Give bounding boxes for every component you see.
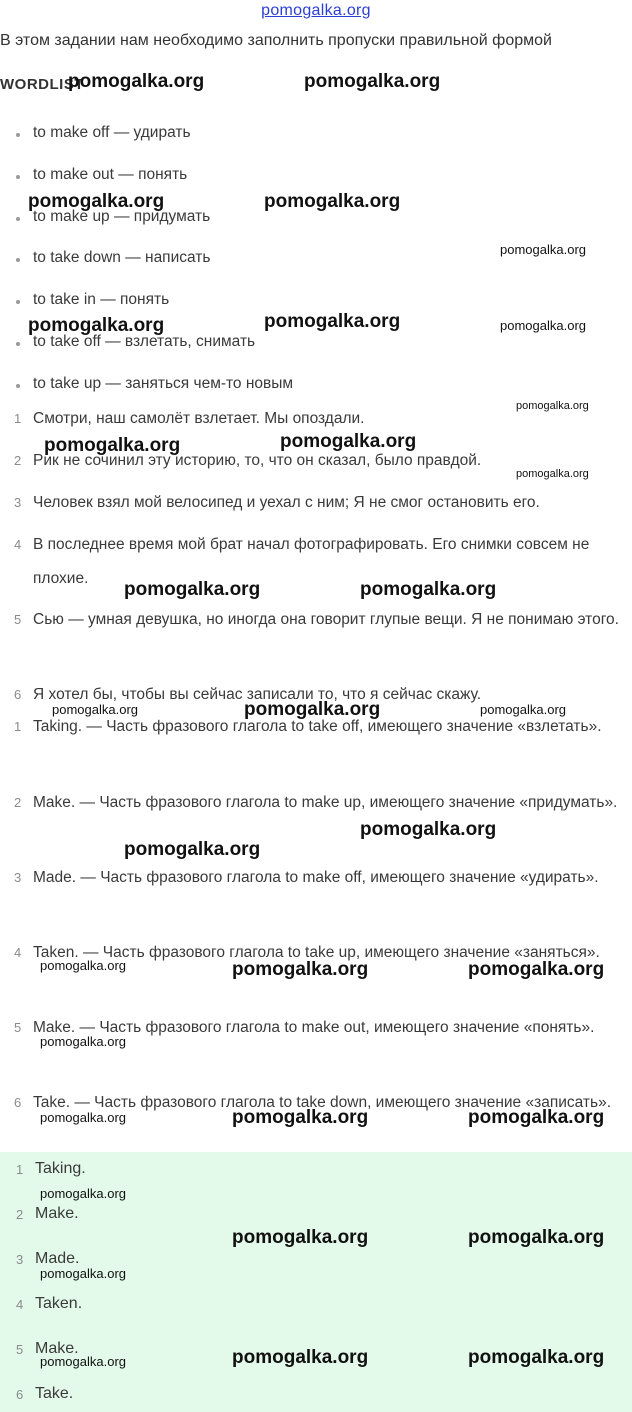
translation-text: Человек взял мой велосипед и уехал с ним; Я не смог остановить его. <box>33 494 540 511</box>
explanation-text: Make. — Часть фразового глагола to make out, имеющего значение «понять». <box>33 1019 595 1036</box>
watermark: pomogalka.org <box>360 819 497 840</box>
item-number: 5 <box>14 1020 22 1035</box>
explanation-text: Take. — Часть фразового глагола to take down, имеющего значение «записать». <box>33 1094 611 1111</box>
watermark: pomogalka.org <box>232 1227 369 1248</box>
watermark: pomogalka.org <box>468 1347 605 1368</box>
watermark: pomogalka.org <box>264 191 401 212</box>
item-number: 5 <box>16 1342 24 1357</box>
translation-text: Рик не сочинил эту историю, то, что он сказал, было правдой. <box>33 452 482 469</box>
translation-text: В последнее время мой брат начал фотографировать. Его снимки совсем не плохие. <box>33 536 590 587</box>
watermark: pomogalka.org <box>40 1034 126 1049</box>
list-item: to take up — заняться чем-то новым <box>0 375 293 417</box>
list-item: to make off — удирать <box>0 124 293 166</box>
watermark: pomogalka.org <box>360 579 497 600</box>
wordlist-title: WORDLIST <box>0 76 84 93</box>
item-number: 1 <box>16 1162 24 1177</box>
item-number: 5 <box>14 612 22 627</box>
watermark: pomogalka.org <box>468 1227 605 1248</box>
item-number: 2 <box>14 795 22 810</box>
explanation-text: Taking. — Часть фразового глагола to take off, имеющего значение «взлетать». <box>33 718 602 735</box>
watermark: pomogalka.org <box>232 959 369 980</box>
explanation-text: Taken. — Часть фразового глагола to take up, имеющего значение «заняться». <box>33 944 600 961</box>
watermark: pomogalka.org <box>28 315 165 336</box>
item-number: 2 <box>16 1207 24 1222</box>
watermark: pomogalka.org <box>304 71 441 92</box>
list-item: to take down — написать <box>0 249 293 291</box>
item-number: 3 <box>14 495 22 510</box>
watermark: pomogalka.org <box>68 71 205 92</box>
watermark: pomogalka.org <box>40 958 126 973</box>
item-number: 4 <box>14 537 22 552</box>
watermark: pomogalka.org <box>232 1347 369 1368</box>
watermark: pomogalka.org <box>124 579 261 600</box>
answer-text: Taken. <box>35 1295 83 1312</box>
item-number: 4 <box>14 945 22 960</box>
watermark: pomogalka.org <box>500 242 586 257</box>
wordlist <box>0 124 293 417</box>
list-item: to make up — придумать <box>0 208 293 250</box>
watermark: pomogalka.org <box>40 1110 126 1125</box>
list-item: to make out — понять <box>0 166 293 208</box>
site-header-link[interactable]: pomogalka.org <box>261 2 371 19</box>
watermark: pomogalka.org <box>516 400 589 412</box>
watermark: pomogalka.org <box>244 699 381 720</box>
answer-text: Make. <box>35 1205 79 1222</box>
item-number: 3 <box>16 1252 24 1267</box>
intro-text: В этом задании нам необходимо заполнить пропуски правильной формой <box>0 32 552 49</box>
answer-text: Made. <box>35 1250 80 1267</box>
translation-text: Я хотел бы, чтобы вы сейчас записали то, что я сейчас скажу. <box>33 686 482 703</box>
item-number: 6 <box>16 1387 24 1402</box>
item-number: 6 <box>14 687 22 702</box>
watermark: pomogalka.org <box>516 468 589 480</box>
watermark: pomogalka.org <box>28 191 165 212</box>
explanation-text: Make. — Часть фразового глагола to make up, имеющего значение «придумать». <box>33 794 618 811</box>
answer-text: Make. <box>35 1340 79 1357</box>
item-number: 3 <box>14 870 22 885</box>
answer-text: Take. <box>35 1385 74 1402</box>
watermark: pomogalka.org <box>500 318 586 333</box>
watermark: pomogalka.org <box>280 431 417 452</box>
watermark: pomogalka.org <box>480 702 566 717</box>
watermark: pomogalka.org <box>468 1107 605 1128</box>
watermark: pomogalka.org <box>40 1266 126 1281</box>
watermark: pomogalka.org <box>52 702 138 717</box>
watermark: pomogalka.org <box>40 1354 126 1369</box>
translation-text: Сью — умная девушка, но иногда она говорит глупые вещи. Я не понимаю этого. <box>33 611 619 628</box>
item-number: 4 <box>16 1297 24 1312</box>
item-number: 6 <box>14 1095 22 1110</box>
watermark: pomogalka.org <box>124 839 261 860</box>
item-number: 1 <box>14 719 22 734</box>
watermark: pomogalka.org <box>44 435 181 456</box>
list-item: to take off — взлетать, снимать <box>0 333 293 375</box>
item-number: 2 <box>14 453 22 468</box>
list-item: to take in — понять <box>0 291 293 333</box>
watermark: pomogalka.org <box>232 1107 369 1128</box>
watermark: pomogalka.org <box>264 311 401 332</box>
item-number: 1 <box>14 411 22 426</box>
translation-text: Смотри, наш самолёт взлетает. Мы опоздали. <box>33 410 365 427</box>
answer-text: Taking. <box>35 1160 86 1177</box>
watermark: pomogalka.org <box>40 1186 126 1201</box>
watermark: pomogalka.org <box>468 959 605 980</box>
explanation-text: Made. — Часть фразового глагола to make off, имеющего значение «удирать». <box>33 869 599 886</box>
